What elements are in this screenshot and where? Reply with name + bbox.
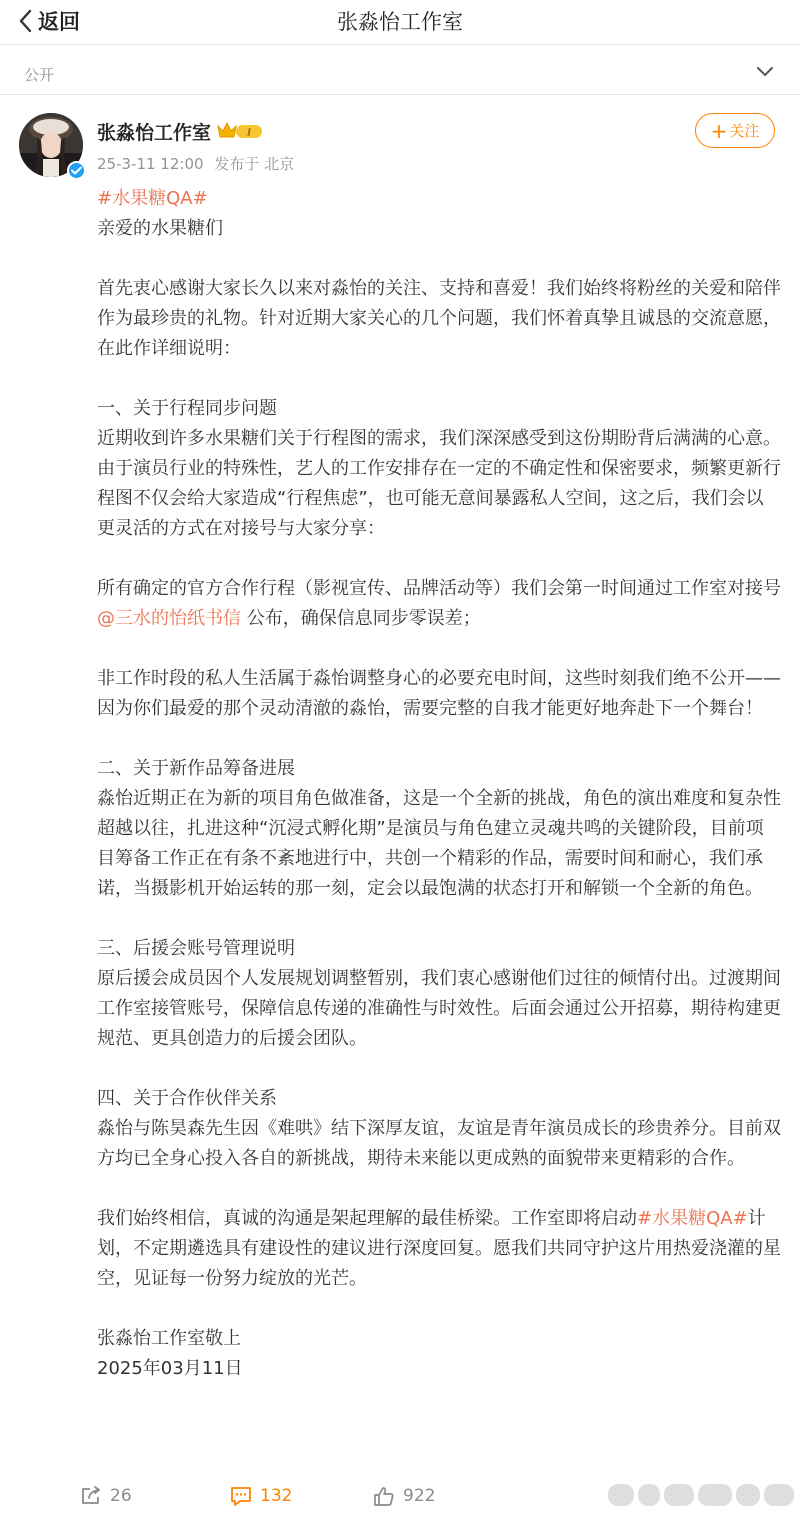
section-4-title: 四、关于合作伙伴关系: [97, 1088, 277, 1109]
author-name[interactable]: 张淼怡工作室: [97, 122, 212, 144]
plus-icon: +: [710, 118, 728, 143]
back-label: 返回: [38, 10, 80, 34]
page-title: 张淼怡工作室: [337, 10, 463, 34]
like-button[interactable]: [373, 1478, 435, 1514]
signature: 张淼怡工作室敬上: [97, 1328, 241, 1349]
post-location: 发布于 北京: [214, 155, 295, 173]
section-1-title: 一、关于行程同步问题: [97, 398, 277, 419]
post-time: 25-3-11 12:00: [97, 155, 204, 173]
verified-badge-icon: [67, 161, 86, 180]
greeting: 亲爱的水果糖们: [97, 218, 223, 239]
visibility-divider: [0, 94, 800, 95]
section-4-body: 淼怡与陈昊森先生因《难哄》结下深厚友谊，友谊是青年演员成长的珍贵养分。目前双方均已全身心投入各自的新挑战，期待未来能以更成熟的面貌带来更精彩的合作。: [97, 1118, 781, 1169]
post-content: [97, 184, 781, 1384]
visibility-row: [0, 52, 800, 92]
repost-icon: [80, 1486, 102, 1506]
thumbs-up-icon: [373, 1486, 395, 1507]
mention-link[interactable]: @三水的怡纸书信: [97, 608, 241, 629]
badge-level: I: [246, 126, 252, 139]
section-2-title: 二、关于新作品筹备进展: [97, 758, 295, 779]
vip-crown-badge-icon: [216, 120, 264, 146]
follow-label: 关注: [729, 122, 760, 140]
watermark: [608, 1481, 798, 1509]
post-date: 2025年03月11日: [97, 1358, 243, 1379]
post-meta: [97, 153, 294, 174]
comment-icon: [230, 1486, 252, 1507]
chevron-down-icon[interactable]: [756, 62, 774, 81]
section-2-body: 淼怡近期正在为新的项目角色做准备，这是一个全新的挑战，角色的演出难度和复杂性超越以往，扎进这种“沉浸式孵化期”是演员与角色建立灵魂共鸣的关键阶段，目前项目筹备工作正在有条不紊地进行中，共创一个精彩的作品，需要时间和耐心，我们承诺，当摄影机开始运转的那一刻，定会以最饱满的状态打开和解锁一个全新的角色。: [97, 788, 781, 899]
nav-divider: [0, 44, 800, 45]
intro-paragraph: 首先衷心感谢大家长久以来对淼怡的关注、支持和喜爱！我们始终将粉丝的关爱和陪伴作为最珍贵的礼物。针对近期大家关心的几个问题，我们怀着真挚且诚恳的交流意愿，在此作详细说明：: [97, 278, 781, 359]
section-1-paragraph-3: 非工作时段的私人生活属于淼怡调整身心的必要充电时间，这些时刻我们绝不公开——因为你们最爱的那个灵动清澈的淼怡，需要完整的自我才能更好地奔赴下一个舞台！: [97, 668, 781, 719]
top-nav: [0, 0, 800, 44]
closing-hashtag-link[interactable]: #水果糖QA#: [637, 1208, 748, 1229]
comment-count: 132: [260, 1486, 293, 1506]
closing-paragraph: 我们始终相信，真诚的沟通是架起理解的最佳桥梁。工作室即将启动#水果糖QA#计划，不定期遴选具有建设性的建议进行深度回复。愿我们共同守护这片用热爱浇灌的星空，见证每一份努力绽放的光芒。: [97, 1208, 781, 1289]
visibility-label: 公开: [24, 66, 55, 84]
section-3-title: 三、后援会账号管理说明: [97, 938, 295, 959]
comment-button[interactable]: [230, 1478, 292, 1514]
section-1-paragraph-2: 所有确定的官方合作行程（影视宣传、品牌活动等）我们会第一时间通过工作室对接号@三水的怡纸书信 公布，确保信息同步零误差；: [97, 578, 781, 629]
section-1-body: 近期收到许多水果糖们关于行程图的需求，我们深深感受到这份期盼背后满满的心意。由于演员行业的特殊性，艺人的工作安排存在一定的不确定性和保密要求，频繁更新行程图不仅会给大家造成“行程焦虑”，也可能无意间暴露私人空间，这之后，我们会以更灵活的方式在对接号与大家分享：: [97, 428, 781, 539]
repost-button[interactable]: [80, 1478, 132, 1514]
section-3-body: 原后援会成员因个人发展规划调整暂别，我们衷心感谢他们过往的倾情付出。过渡期间工作室接管账号，保障信息传递的准确性与时效性。后面会通过公开招募，期待构建更规范、更具创造力的后援会团队。: [97, 968, 781, 1049]
like-count: 922: [403, 1486, 436, 1506]
hashtag-link[interactable]: #水果糖QA#: [97, 188, 208, 209]
follow-button[interactable]: [695, 113, 775, 148]
repost-count: 26: [110, 1486, 132, 1506]
